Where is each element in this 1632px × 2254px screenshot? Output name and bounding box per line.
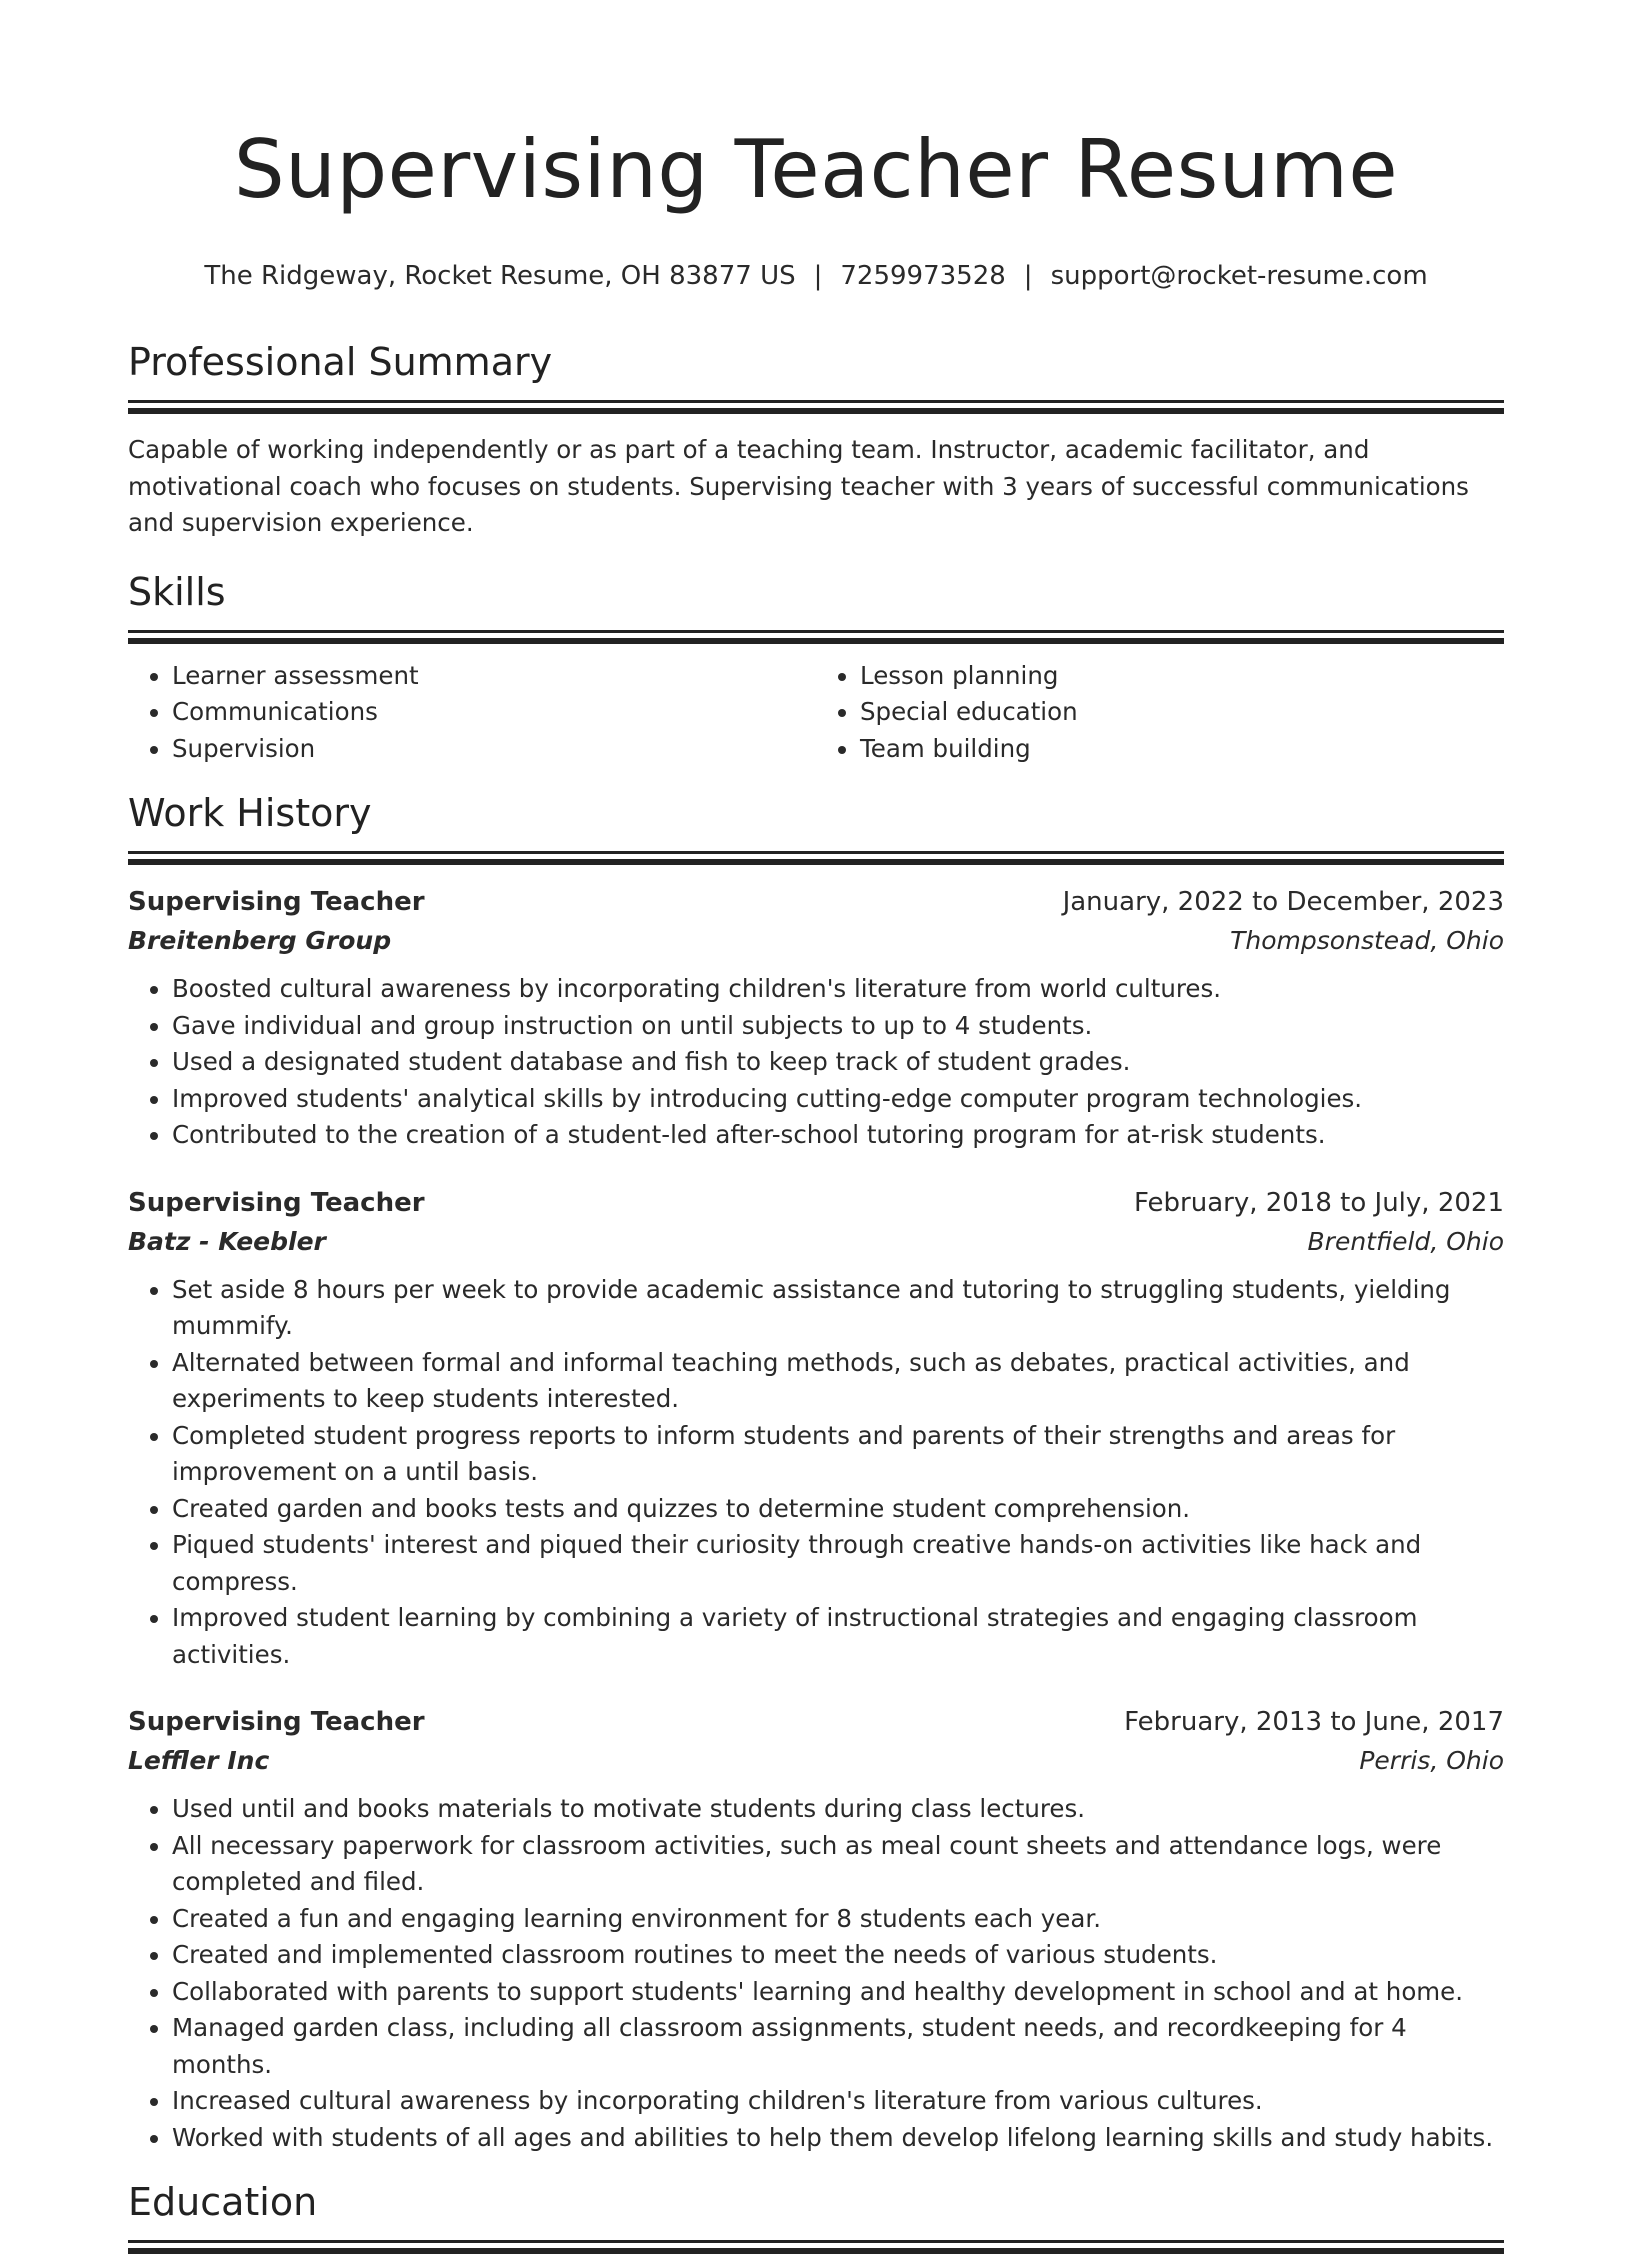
section-heading-education: Education <box>128 2180 318 2224</box>
job-bullet: • Created and implemented classroom routines to meet the needs of various students. <box>172 1937 1504 1974</box>
job-bullet: • Collaborated with parents to support students' learning and healthy development in school and at home. <box>172 1974 1504 2011</box>
job-bullet: • Set aside 8 hours per week to provide academic assistance and tutoring to struggling students, yielding mummify. <box>172 1272 1504 1345</box>
contact-phone: 7259973528 <box>840 261 1006 291</box>
skill-item: • Communications <box>172 694 816 731</box>
job-title: Supervising Teacher <box>128 887 425 917</box>
work-section <box>128 789 1504 2156</box>
job-entry <box>128 1184 1504 1674</box>
job-bullet: • Increased cultural awareness by incorporating children's literature from various cultures. <box>172 2083 1504 2120</box>
job-entry <box>128 883 1504 1154</box>
contact-address: The Ridgeway, Rocket Resume, OH 83877 US <box>204 261 796 291</box>
skill-item: • Lesson planning <box>860 658 1504 695</box>
job-bullets <box>128 1791 1504 2156</box>
job-title: Supervising Teacher <box>128 1707 425 1737</box>
summary-text: Capable of working independently or as part of a teaching team. Instructor, academic facilitator, and motivational coach who focuses on students. Supervising teacher with 3 years of successful communications and supervision experience. <box>128 435 1469 537</box>
contact-email: support@rocket-resume.com <box>1050 261 1428 291</box>
section-heading-skills: Skills <box>128 569 226 614</box>
job-dates: February, 2018 to July, 2021 <box>1134 1187 1504 1218</box>
section-rule <box>128 851 1504 854</box>
job-location: Brentfield, Ohio <box>1307 1226 1504 1256</box>
job-dates: February, 2013 to June, 2017 <box>1124 1707 1504 1737</box>
contact-line <box>128 258 1504 294</box>
job-title: Supervising Teacher <box>128 1187 425 1218</box>
job-bullet: • Improved student learning by combining a variety of instructional strategies and engaging classroom activities. <box>172 1600 1504 1673</box>
job-bullet: • Created a fun and engaging learning environment for 8 students each year. <box>172 1901 1504 1938</box>
job-header <box>128 1184 1504 1222</box>
job-header <box>128 1703 1504 1741</box>
job-bullet: • Piqued students' interest and piqued their curiosity through creative hands-on activities like hack and compress. <box>172 1527 1504 1600</box>
job-company: Batz - Keebler <box>128 1226 326 1256</box>
skills-list-right <box>816 658 1504 768</box>
job-bullet: • Completed student progress reports to inform students and parents of their strengths and areas for improvement on a until basis. <box>172 1418 1504 1491</box>
job-entry <box>128 1703 1504 2156</box>
job-dates: January, 2022 to December, 2023 <box>1062 887 1504 917</box>
section-rule <box>128 2240 1504 2243</box>
job-bullet: • Contributed to the creation of a student-led after-school tutoring program for at-risk students. <box>172 1117 1504 1154</box>
job-company: Leffler Inc <box>128 1746 270 1775</box>
job-bullet: • Improved students' analytical skills by introducing cutting-edge computer program technologies. <box>172 1081 1504 1118</box>
resume-title: Supervising Teacher Resume <box>233 123 1399 216</box>
job-bullet: • Gave individual and group instruction on until subjects to up to 4 students. <box>172 1008 1504 1045</box>
section-rule <box>128 630 1504 633</box>
summary-section <box>128 338 1504 542</box>
section-rule-thick <box>128 638 1504 644</box>
skill-item: • Special education <box>860 694 1504 731</box>
contact-separator: | <box>813 261 823 291</box>
job-bullet: • Alternated between formal and informal teaching methods, such as debates, practical activities, and experiments to keep students interested. <box>172 1345 1504 1418</box>
job-bullet: • Worked with students of all ages and abilities to help them develop lifelong learning skills and study habits. <box>172 2120 1504 2157</box>
job-header <box>128 883 1504 921</box>
section-rule-thick <box>128 859 1504 865</box>
job-subheader <box>128 1741 1504 1781</box>
section-heading-work: Work History <box>128 791 372 835</box>
job-bullet: • Created garden and books tests and quizzes to determine student comprehension. <box>172 1491 1504 1528</box>
skill-item: • Supervision <box>172 731 816 768</box>
job-company: Breitenberg Group <box>128 926 392 955</box>
job-bullet: • Boosted cultural awareness by incorporating children's literature from world cultures. <box>172 971 1504 1008</box>
job-bullet: • Used a designated student database and fish to keep track of student grades. <box>172 1044 1504 1081</box>
section-rule-thick <box>128 408 1504 414</box>
job-bullet: • Managed garden class, including all classroom assignments, student needs, and recordkeeping for 4 months. <box>172 2010 1504 2083</box>
contact-separator: | <box>1023 261 1033 291</box>
job-subheader <box>128 1222 1504 1262</box>
section-rule-thick <box>128 2248 1504 2254</box>
job-subheader <box>128 921 1504 961</box>
section-heading-summary: Professional Summary <box>128 340 553 384</box>
education-section <box>128 2178 1504 2254</box>
skill-item: • Team building <box>860 731 1504 768</box>
skills-section <box>128 568 1504 768</box>
skill-item: • Learner assessment <box>172 658 816 695</box>
job-bullets <box>128 1272 1504 1674</box>
section-rule <box>128 400 1504 403</box>
skills-list-left <box>128 658 816 768</box>
job-location: Thompsonstead, Ohio <box>1230 926 1504 955</box>
skills-columns <box>128 658 1504 768</box>
job-bullet: • All necessary paperwork for classroom activities, such as meal count sheets and attendance logs, were completed and filed. <box>172 1828 1504 1901</box>
job-bullets <box>128 971 1504 1154</box>
job-bullet: • Used until and books materials to motivate students during class lectures. <box>172 1791 1504 1828</box>
job-location: Perris, Ohio <box>1359 1746 1504 1775</box>
